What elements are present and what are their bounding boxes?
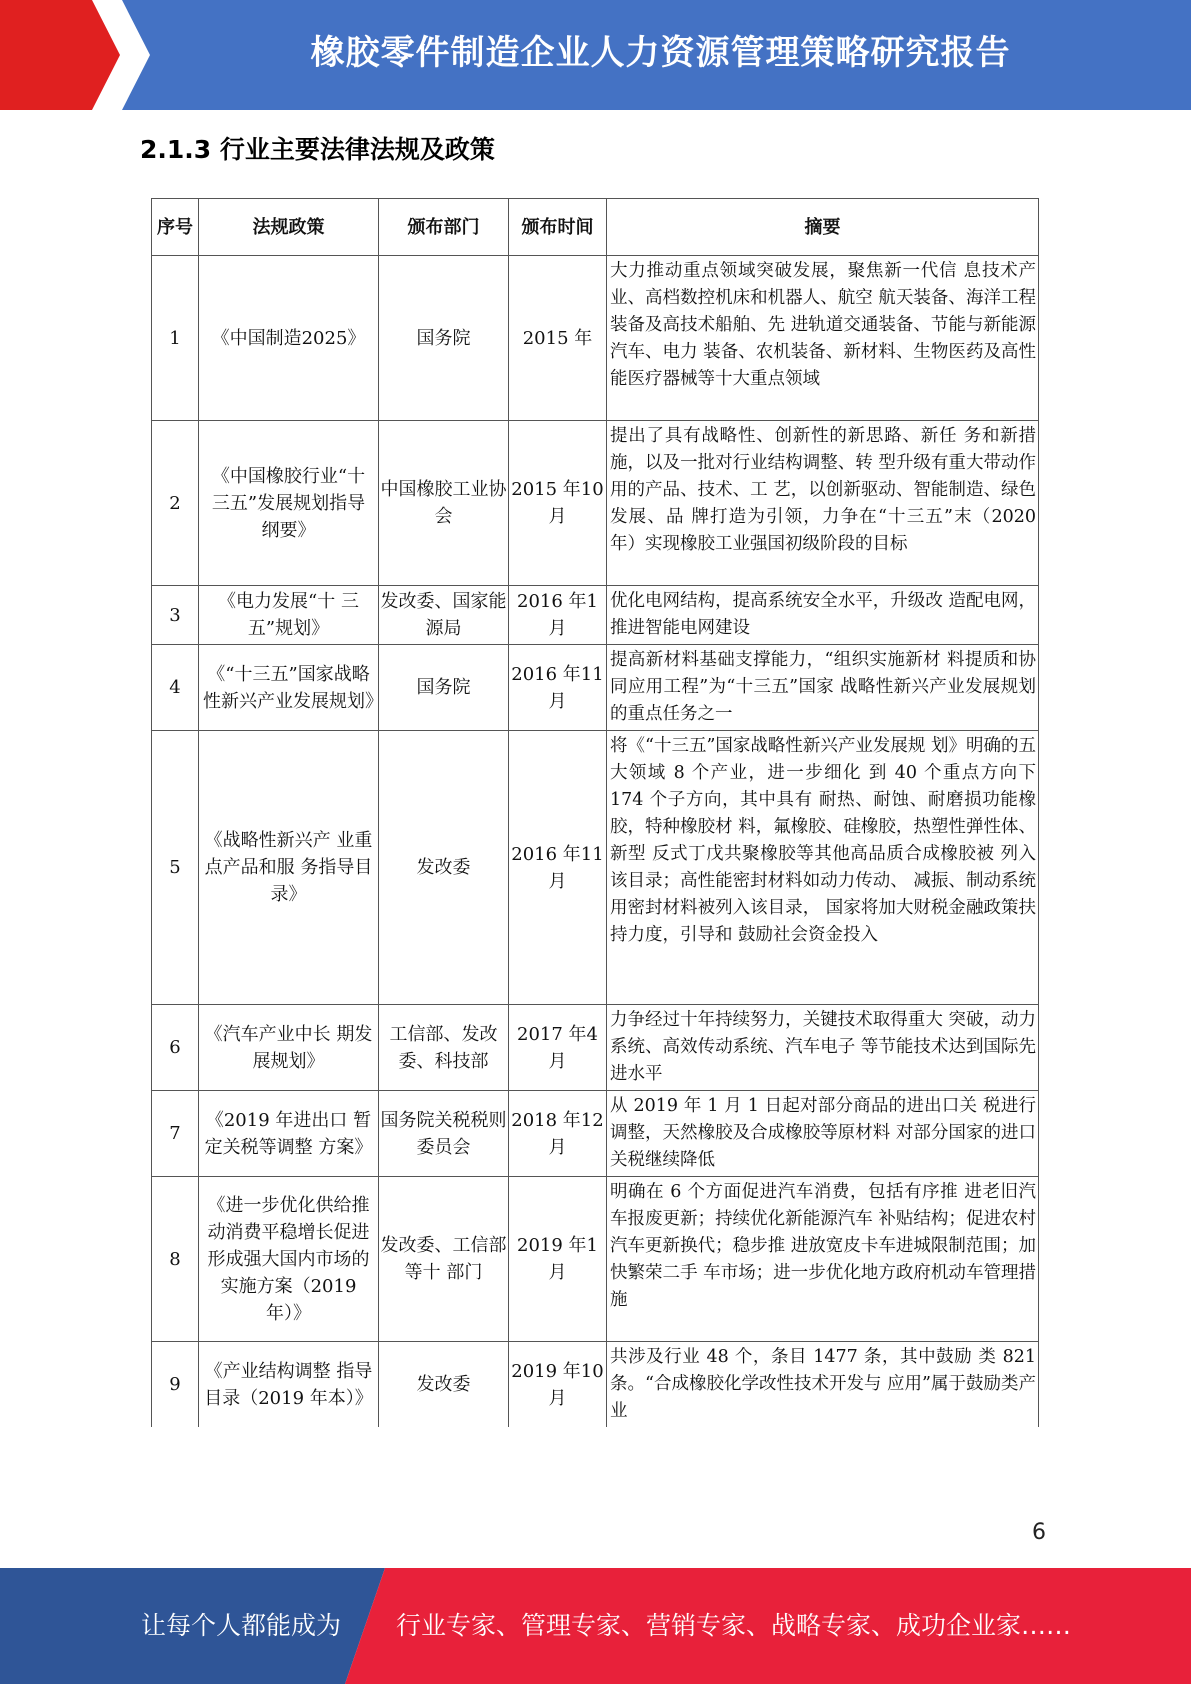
row-summary: 共涉及行业 48 个，条目 1477 条，其中鼓励 类 821 条。“合成橡胶化学改性技术开发与 应用”属于鼓励类产业 [607,1342,1039,1428]
row-summary: 大力推动重点领域突破发展，聚焦新一代信 息技术产业、高档数控机床和机器人、航空 航天装备、海洋工程装备及高技术船舶、先 进轨道交通装备、节能与新能源汽车、电力 装备、农机装备、新材料、生物医药及高性 能医疗器械等十大重点领域 [607,256,1039,421]
row-policy: 《汽车产业中长 期发展规划》 [199,1005,379,1091]
row-policy: 《“十三五”国家战略性新兴产业发展规划》 [199,645,379,731]
table-row [152,586,1039,645]
row-no: 5 [152,731,199,1005]
row-dept: 发改委、国家能源局 [379,586,509,645]
row-policy: 《进一步优化供给推动消费平稳增长促进形成强大国内市场的实施方案（2019年）》 [199,1177,379,1342]
row-dept: 发改委 [379,731,509,1005]
table-row [152,256,1039,421]
policy-table [151,198,1038,1427]
row-time: 2019 年1 月 [509,1177,607,1342]
row-summary: 从 2019 年 1 月 1 日起对部分商品的进出口关 税进行调整，天然橡胶及合成橡胶等原材料 对部分国家的进口关税继续降低 [607,1091,1039,1177]
row-no: 2 [152,421,199,586]
report-title: 橡胶零件制造企业人力资源管理策略研究报告 [310,33,1011,73]
table-header-row [152,199,1039,256]
row-no: 1 [152,256,199,421]
header-time: 颁布时间 [509,199,607,256]
row-dept: 发改委 [379,1342,509,1428]
row-policy: 《产业结构调整 指导目录（2019 年本）》 [199,1342,379,1428]
row-time: 2018 年12 月 [509,1091,607,1177]
row-policy: 《电力发展“十 三五”规划》 [199,586,379,645]
header-no: 序号 [152,199,199,256]
table-row [152,1091,1039,1177]
footer-slogan-right: 行业专家、管理专家、营销专家、战略专家、成功企业家…… [396,1611,1072,1640]
row-time: 2016 年1 月 [509,586,607,645]
row-time: 2017 年4 月 [509,1005,607,1091]
table-row [152,731,1039,1005]
row-no: 6 [152,1005,199,1091]
row-time: 2015 年 [509,256,607,421]
row-policy: 《战略性新兴产 业重点产品和服 务指导目录》 [199,731,379,1005]
row-summary: 力争经过十年持续努力，关键技术取得重大 突破，动力系统、高效传动系统、汽车电子 等节能技术达到国际先进水平 [607,1005,1039,1091]
row-no: 8 [152,1177,199,1342]
row-policy: 《中国制造2025》 [199,256,379,421]
header-policy: 法规政策 [199,199,379,256]
row-no: 3 [152,586,199,645]
row-summary: 将《“十三五”国家战略性新兴产业发展规 划》明确的五大领域 8 个产业，进一步细化 到 40 个重点方向下 174 个子方向，其中具有 耐热、耐蚀、耐磨损功能橡胶，特种橡胶材 料，氟橡胶、硅橡胶，热塑性弹性体、新型 反式丁戊共聚橡胶等其他高品质合成橡胶被 列入该目录；高性能密封材料如动力传动、 减振、制动系统用密封材料被列入该目录， 国家将加大财税金融政策扶持力度，引导和 鼓励社会资金投入 [607,731,1039,1005]
row-dept: 国务院关税税则委员会 [379,1091,509,1177]
row-summary: 优化电网结构，提高系统安全水平，升级改 造配电网，推进智能电网建设 [607,586,1039,645]
row-time: 2016 年11 月 [509,731,607,1005]
row-policy: 《中国橡胶行业“十三五”发展规划指导纲要》 [199,421,379,586]
row-time: 2016 年11 月 [509,645,607,731]
row-dept: 中国橡胶工业协会 [379,421,509,586]
page-number: 6 [1032,1520,1046,1545]
page-header [0,0,1191,110]
row-time: 2015 年10月 [509,421,607,586]
table-row [152,421,1039,586]
row-summary: 提出了具有战略性、创新性的新思路、新任 务和新措施，以及一批对行业结构调整、转 型升级有重大带动作用的产品、技术、工 艺，以创新驱动、智能制造、绿色发展、品 牌打造为引领，力争在“十三五”末（2020 年）实现橡胶工业强国初级阶段的目标 [607,421,1039,586]
footer-slogan-left: 让每个人都能成为 [141,1611,342,1640]
row-dept: 国务院 [379,645,509,731]
row-summary: 明确在 6 个方面促进汽车消费，包括有序推 进老旧汽车报废更新；持续优化新能源汽车 补贴结构；促进农村汽车更新换代；稳步推 进放宽皮卡车进城限制范围；加快繁荣二手 车市场；进一步优化地方政府机动车管理措 施 [607,1177,1039,1342]
header-summary: 摘要 [607,199,1039,256]
table-row [152,1177,1039,1342]
row-no: 9 [152,1342,199,1428]
header-dept: 颁布部门 [379,199,509,256]
row-dept: 发改委、工信部等十 部门 [379,1177,509,1342]
row-summary: 提高新材料基础支撑能力，“组织实施新材 料提质和协同应用工程”为“十三五”国家 战略性新兴产业发展规划的重点任务之一 [607,645,1039,731]
table-row [152,1342,1039,1428]
table-row [152,1005,1039,1091]
section-heading: 2.1.3 行业主要法律法规及政策 [140,135,495,164]
page-footer [0,1568,1191,1684]
row-no: 7 [152,1091,199,1177]
row-time: 2019 年10 月 [509,1342,607,1428]
row-dept: 工信部、发改委、科技部 [379,1005,509,1091]
row-dept: 国务院 [379,256,509,421]
row-no: 4 [152,645,199,731]
row-policy: 《2019 年进出口 暂定关税等调整 方案》 [199,1091,379,1177]
table-row [152,645,1039,731]
